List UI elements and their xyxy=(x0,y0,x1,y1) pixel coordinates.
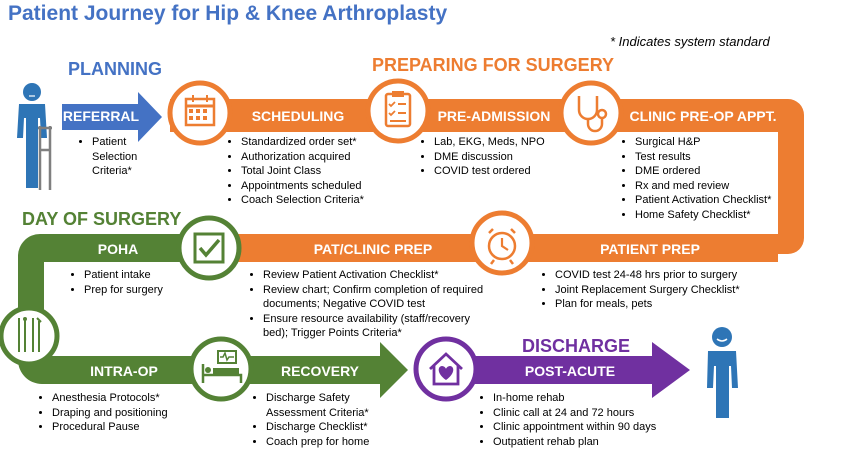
phase-discharge: DISCHARGE xyxy=(522,336,631,356)
step-label-poha: POHA xyxy=(97,241,139,257)
list-item: • Rx and med review xyxy=(635,179,771,194)
list-item: • Test results xyxy=(635,150,771,165)
list-item: • Authorization acquired xyxy=(241,150,364,165)
system-standard-note: * Indicates system standard xyxy=(610,34,770,49)
preparing-band-connector xyxy=(778,120,804,254)
clinic-pre-op-items xyxy=(621,135,771,222)
list-item: • Ensure resource availability (staff/recovery bed); Trigger Points Criteria* xyxy=(263,312,495,341)
list-item: • Review Patient Activation Checklist* xyxy=(263,268,495,283)
home-heart-icon xyxy=(416,339,476,399)
list-item: • Draping and positioning xyxy=(52,406,168,421)
surgical-instruments-icon xyxy=(1,308,57,364)
list-item: • DME discussion xyxy=(434,150,545,165)
list-item: • Patient intake xyxy=(84,268,163,283)
list-item: • Review chart; Confirm completion of required documents; Negative COVID test xyxy=(263,283,495,312)
post-acute-items xyxy=(479,391,656,449)
step-label-intra-op: INTRA-OP xyxy=(90,363,158,379)
list-item: • Prep for surgery xyxy=(84,283,163,298)
clipboard-checklist-icon xyxy=(368,81,428,141)
calendar-icon xyxy=(170,83,230,143)
step-label-referral: REFERRAL xyxy=(62,108,140,124)
phase-preparing: PREPARING FOR SURGERY xyxy=(372,55,615,75)
stethoscope-icon xyxy=(561,83,621,143)
list-item: • Coach prep for home xyxy=(266,435,406,450)
recovery-items xyxy=(252,391,406,449)
referral-items xyxy=(78,135,168,179)
list-item: • Standardized order set* xyxy=(241,135,364,150)
page-title: Patient Journey for Hip & Knee Arthroplasty xyxy=(8,2,448,25)
person-smiling-icon xyxy=(707,327,738,418)
list-item: • COVID test ordered xyxy=(434,164,545,179)
list-item: • Patient Activation Checklist* xyxy=(635,193,771,208)
pre-admission-items xyxy=(420,135,545,179)
step-label-pat-clinic-prep: PAT/CLINIC PREP xyxy=(313,241,433,257)
hospital-bed-monitor-icon xyxy=(191,339,251,399)
list-item: • Discharge Safety Assessment Criteria* xyxy=(266,391,406,420)
list-item: • Surgical H&P xyxy=(635,135,771,150)
list-item: • Clinic appointment within 90 days xyxy=(493,420,656,435)
list-item: • Discharge Checklist* xyxy=(266,420,406,435)
list-item: • Lab, EKG, Meds, NPO xyxy=(434,135,545,150)
phase-planning: PLANNING xyxy=(68,59,162,79)
list-item: • Procedural Pause xyxy=(52,420,168,435)
list-item: • Anesthesia Protocols* xyxy=(52,391,168,406)
step-label-post-acute: POST-ACUTE xyxy=(524,363,616,379)
list-item: • Joint Replacement Surgery Checklist* xyxy=(555,283,740,298)
list-item: • Patient Selection Criteria* xyxy=(92,135,168,179)
alarm-clock-icon xyxy=(472,213,532,273)
list-item: • Clinic call at 24 and 72 hours xyxy=(493,406,656,421)
phase-day-of-surgery: DAY OF SURGERY xyxy=(22,209,182,229)
step-label-scheduling: SCHEDULING xyxy=(251,108,345,124)
poha-items xyxy=(70,268,163,297)
list-item: • Coach Selection Criteria* xyxy=(241,193,364,208)
step-label-pre-admission: PRE-ADMISSION xyxy=(437,108,551,124)
list-item: • DME ordered xyxy=(635,164,771,179)
list-item: • Outpatient rehab plan xyxy=(493,435,656,450)
list-item: • Plan for meals, pets xyxy=(555,297,740,312)
step-label-clinic-pre-op: CLINIC PRE-OP APPT. xyxy=(629,108,777,124)
intra-op-items xyxy=(38,391,168,435)
patient-crutch-icon xyxy=(17,83,52,190)
list-item: • Total Joint Class xyxy=(241,164,364,179)
list-item: • Appointments scheduled xyxy=(241,179,364,194)
list-item: • Home Safety Checklist* xyxy=(635,208,771,223)
list-item: • COVID test 24-48 hrs prior to surgery xyxy=(555,268,740,283)
list-item: • In-home rehab xyxy=(493,391,656,406)
pat-clinic-prep-items xyxy=(249,268,495,341)
step-label-patient-prep: PATIENT PREP xyxy=(600,241,700,257)
patient-prep-items xyxy=(541,268,740,312)
step-label-recovery: RECOVERY xyxy=(280,363,360,379)
scheduling-items xyxy=(227,135,364,208)
checkbox-icon xyxy=(179,218,239,278)
